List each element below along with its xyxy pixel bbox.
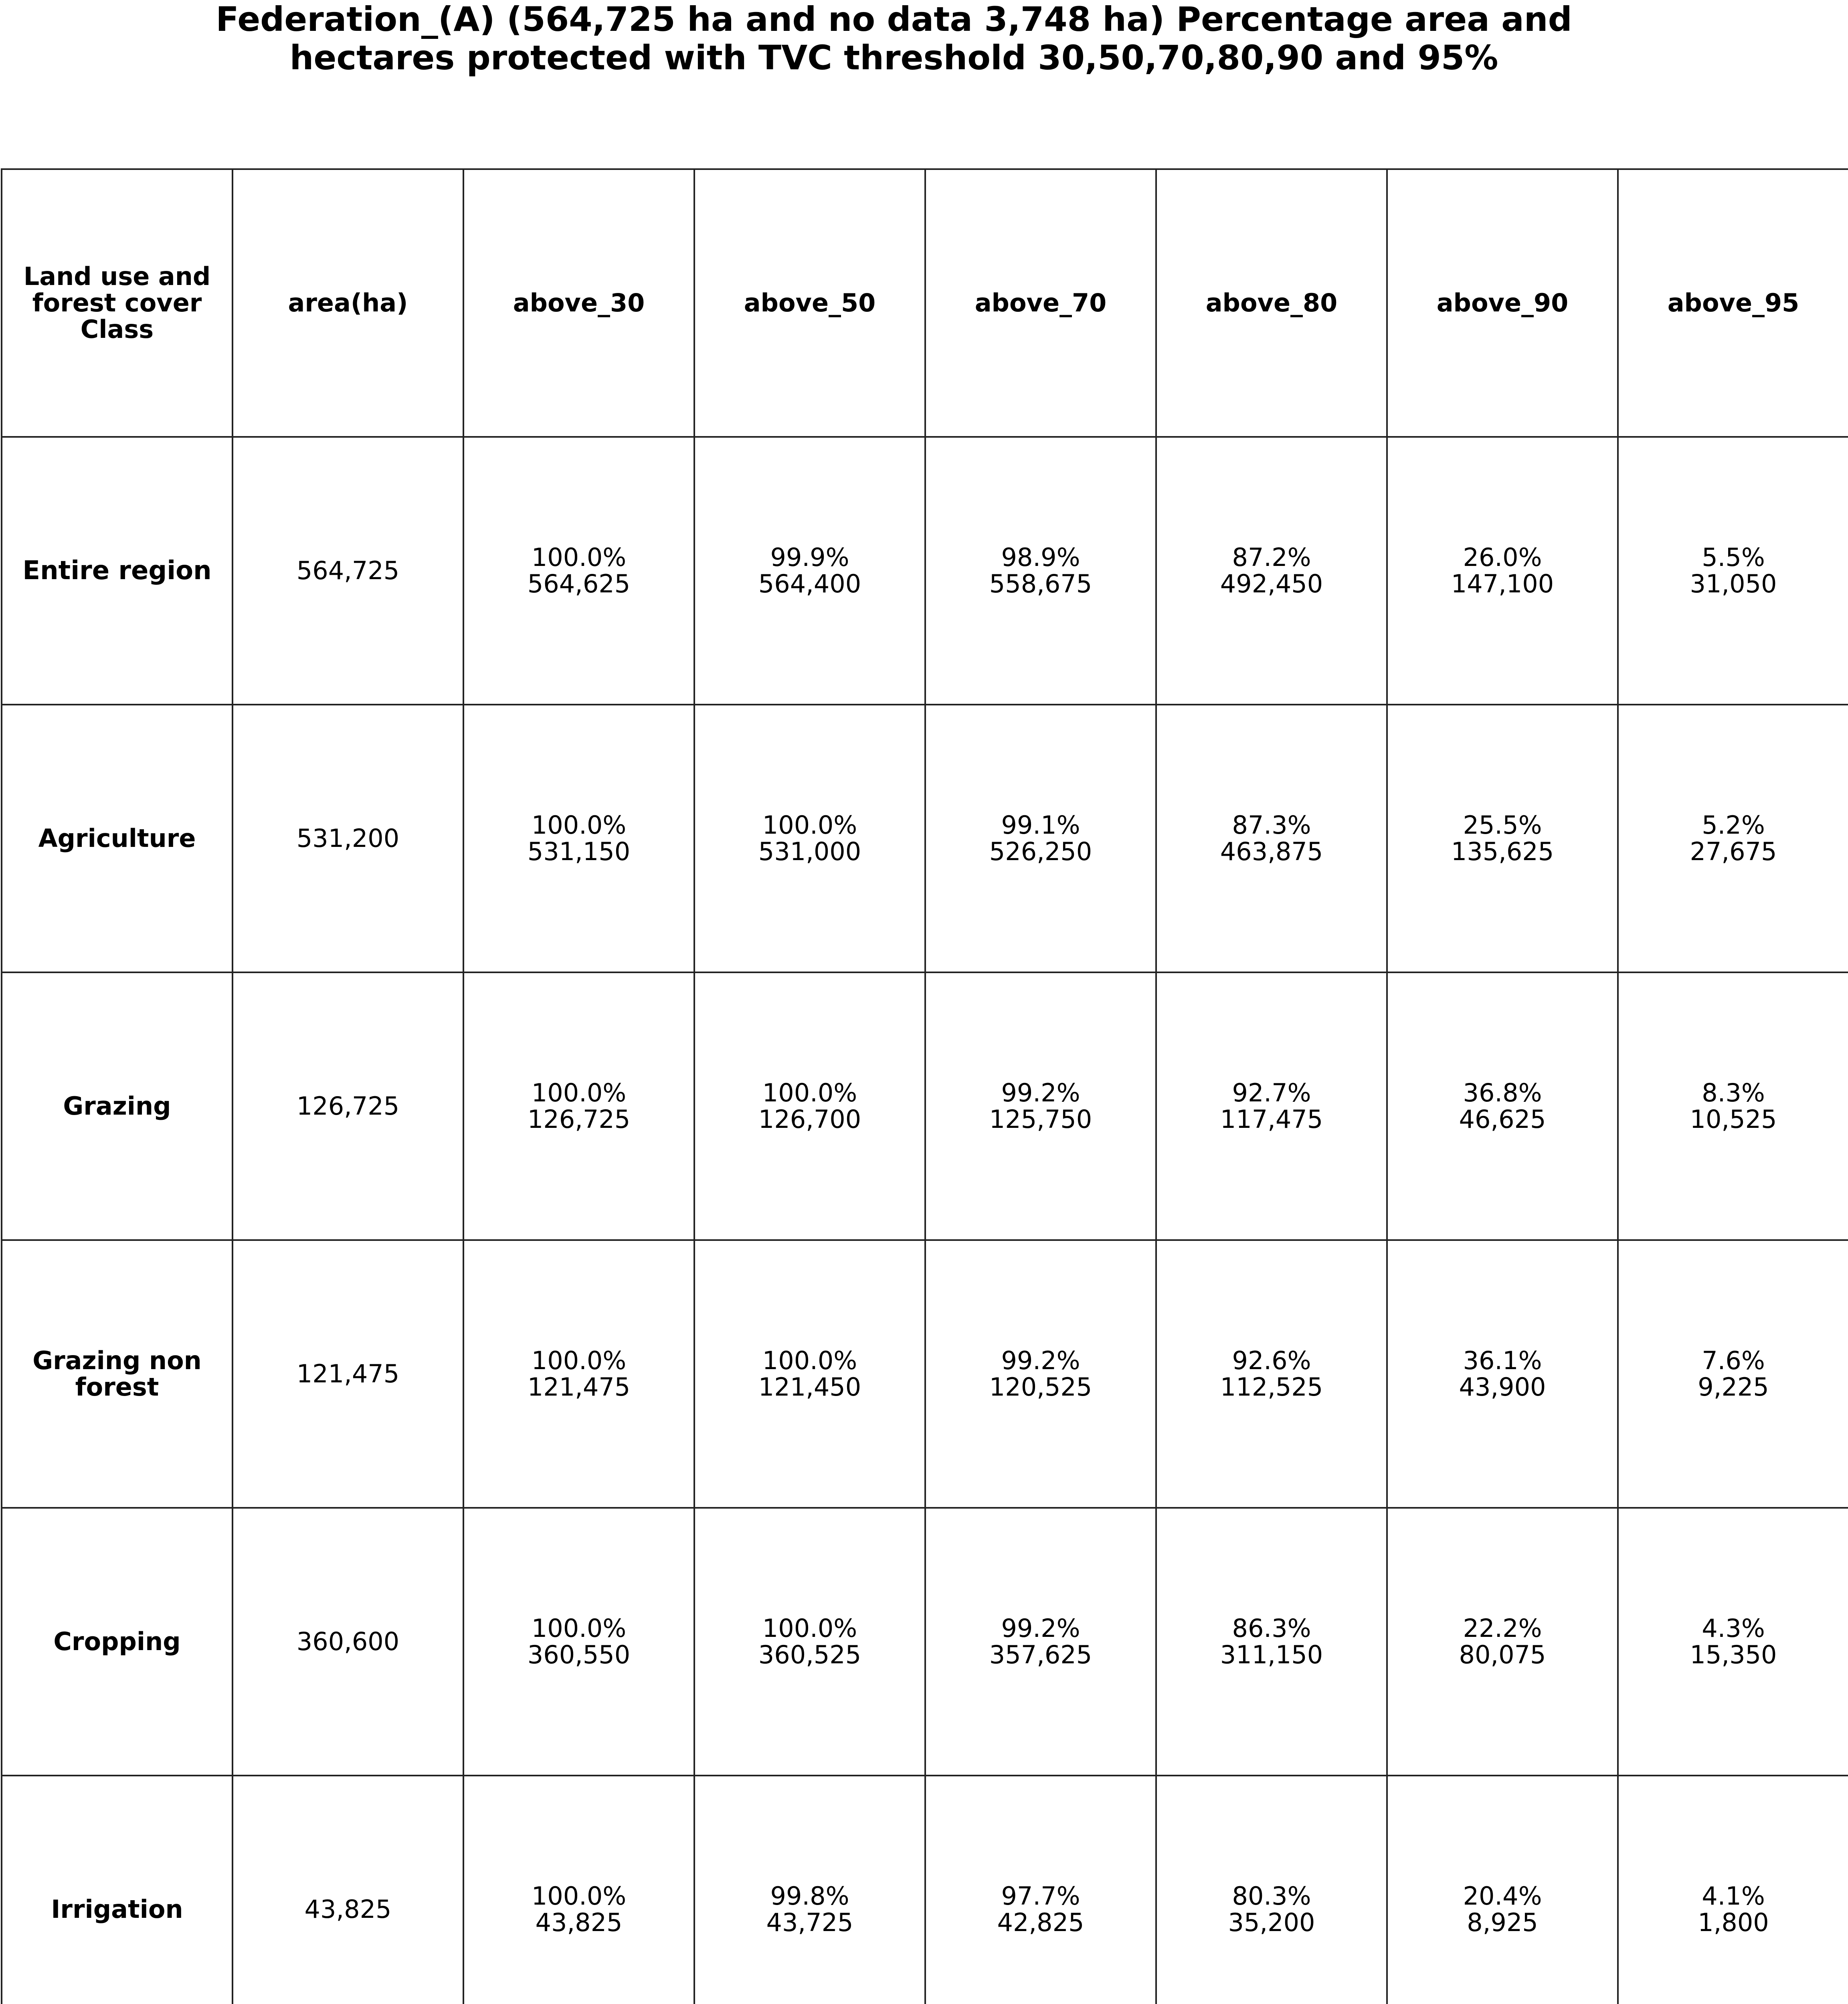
percent-value: 86.3% <box>1232 1614 1311 1643</box>
hectare-value: 531,000 <box>758 837 861 866</box>
hectare-value: 1,800 <box>1698 1908 1769 1937</box>
percent-value: 100.0% <box>762 1614 857 1643</box>
hectare-value: 360,550 <box>527 1640 631 1669</box>
percent-value: 5.2% <box>1702 810 1765 840</box>
percent-value: 100.0% <box>531 1881 627 1911</box>
percent-value: 26.0% <box>1463 543 1542 572</box>
percent-value: 7.6% <box>1702 1346 1765 1375</box>
hectare-value: 43,825 <box>535 1908 623 1937</box>
cell-above-70 <box>925 972 1156 1240</box>
area-cell: 43,825 <box>233 1776 463 2004</box>
cell-above-90 <box>1387 972 1618 1240</box>
cell-above-80 <box>1156 437 1387 705</box>
area-cell: 126,725 <box>233 972 463 1240</box>
percent-value: 99.9% <box>770 543 849 572</box>
cell-above-90 <box>1387 1508 1618 1776</box>
hectare-value: 558,675 <box>989 569 1092 598</box>
cell-above-30 <box>463 972 694 1240</box>
hectare-value: 9,225 <box>1698 1372 1769 1402</box>
hectare-value: 31,050 <box>1690 569 1777 598</box>
percent-value: 97.7% <box>1001 1881 1080 1911</box>
cell-above-95 <box>1618 1776 1848 2004</box>
hectare-value: 8,925 <box>1467 1908 1538 1937</box>
hectare-value: 121,450 <box>758 1372 861 1402</box>
cell-above-80 <box>1156 1508 1387 1776</box>
percent-value: 100.0% <box>531 1614 627 1643</box>
percent-value: 99.2% <box>1001 1346 1080 1375</box>
hectare-value: 492,450 <box>1220 569 1323 598</box>
hectare-value: 43,725 <box>766 1908 853 1937</box>
percent-value: 5.5% <box>1702 543 1765 572</box>
table-row <box>2 972 1848 1240</box>
percent-value: 99.2% <box>1001 1078 1080 1107</box>
hectare-value: 147,100 <box>1451 569 1554 598</box>
header-above-70: above_70 <box>925 169 1156 437</box>
cell-above-95 <box>1618 705 1848 972</box>
header-row <box>2 169 1848 437</box>
hectare-value: 42,825 <box>997 1908 1084 1937</box>
percent-value: 36.1% <box>1463 1346 1542 1375</box>
title-line-2: hectares protected with TVC threshold 30,50,70,80,90 and 95% <box>289 38 1498 77</box>
header-above-95: above_95 <box>1618 169 1848 437</box>
percent-value: 4.3% <box>1702 1614 1765 1643</box>
percent-value: 36.8% <box>1463 1078 1542 1107</box>
percent-value: 100.0% <box>531 1078 627 1107</box>
percent-value: 92.7% <box>1232 1078 1311 1107</box>
percent-value: 20.4% <box>1463 1881 1542 1911</box>
percent-value: 100.0% <box>531 543 627 572</box>
hectare-value: 125,750 <box>989 1105 1092 1134</box>
cell-above-90 <box>1387 1776 1618 2004</box>
header-area: area(ha) <box>233 169 463 437</box>
table-row <box>2 705 1848 972</box>
hectare-value: 10,525 <box>1690 1105 1777 1134</box>
table-row <box>2 437 1848 705</box>
hectare-value: 43,900 <box>1459 1372 1546 1402</box>
cell-above-95 <box>1618 1508 1848 1776</box>
hectare-value: 564,400 <box>758 569 861 598</box>
percent-value: 22.2% <box>1463 1614 1542 1643</box>
cell-above-50 <box>694 705 925 972</box>
area-cell: 360,600 <box>233 1508 463 1776</box>
cell-above-50 <box>694 1508 925 1776</box>
cell-above-95 <box>1618 1240 1848 1508</box>
percent-value: 25.5% <box>1463 810 1542 840</box>
row-label: Grazing non forest <box>2 1240 233 1508</box>
cell-above-70 <box>925 1508 1156 1776</box>
row-label: Entire region <box>2 437 233 705</box>
percent-value: 99.2% <box>1001 1614 1080 1643</box>
row-label: Grazing <box>2 972 233 1240</box>
header-above-90: above_90 <box>1387 169 1618 437</box>
cell-above-30 <box>463 1508 694 1776</box>
hectare-value: 117,475 <box>1220 1105 1323 1134</box>
percent-value: 87.2% <box>1232 543 1311 572</box>
table-row <box>2 1508 1848 1776</box>
cell-above-90 <box>1387 705 1618 972</box>
row-label: Irrigation <box>2 1776 233 2004</box>
hectare-value: 126,725 <box>527 1105 631 1134</box>
title-line-1: Federation_(A) (564,725 ha and no data 3,748 ha) Percentage area and <box>216 0 1572 39</box>
percent-value: 4.1% <box>1702 1881 1765 1911</box>
percent-value: 99.1% <box>1001 810 1080 840</box>
hectare-value: 357,625 <box>989 1640 1092 1669</box>
table-row <box>2 1240 1848 1508</box>
hectare-value: 526,250 <box>989 837 1092 866</box>
percent-value: 92.6% <box>1232 1346 1311 1375</box>
hectare-value: 80,075 <box>1459 1640 1546 1669</box>
percent-value: 100.0% <box>531 1346 627 1375</box>
hectare-value: 531,150 <box>527 837 631 866</box>
percent-value: 87.3% <box>1232 810 1311 840</box>
cell-above-80 <box>1156 705 1387 972</box>
percent-value: 100.0% <box>762 1078 857 1107</box>
cell-above-90 <box>1387 1240 1618 1508</box>
cell-above-50 <box>694 972 925 1240</box>
hectare-value: 463,875 <box>1220 837 1323 866</box>
cell-above-80 <box>1156 972 1387 1240</box>
area-cell: 531,200 <box>233 705 463 972</box>
cell-above-50 <box>694 1776 925 2004</box>
percent-value: 100.0% <box>531 810 627 840</box>
cell-above-70 <box>925 1776 1156 2004</box>
header-class: Land use and forest cover Class <box>2 169 233 437</box>
percent-value: 98.9% <box>1001 543 1080 572</box>
area-cell: 564,725 <box>233 437 463 705</box>
hectare-value: 15,350 <box>1690 1640 1777 1669</box>
percent-value: 100.0% <box>762 1346 857 1375</box>
cell-above-95 <box>1618 437 1848 705</box>
cell-above-95 <box>1618 972 1848 1240</box>
cell-above-90 <box>1387 437 1618 705</box>
cell-above-50 <box>694 1240 925 1508</box>
hectare-value: 120,525 <box>989 1372 1092 1402</box>
hectare-value: 126,700 <box>758 1105 861 1134</box>
header-above-80: above_80 <box>1156 169 1387 437</box>
cell-above-80 <box>1156 1240 1387 1508</box>
cell-above-30 <box>463 705 694 972</box>
row-label: Agriculture <box>2 705 233 972</box>
table-row <box>2 1776 1848 2004</box>
cell-above-70 <box>925 705 1156 972</box>
row-label: Cropping <box>2 1508 233 1776</box>
cell-above-30 <box>463 1240 694 1508</box>
percent-value: 100.0% <box>762 810 857 840</box>
cell-above-30 <box>463 1776 694 2004</box>
area-cell: 121,475 <box>233 1240 463 1508</box>
hectare-value: 35,200 <box>1228 1908 1315 1937</box>
hectare-value: 27,675 <box>1690 837 1777 866</box>
cell-above-70 <box>925 1240 1156 1508</box>
cell-above-30 <box>463 437 694 705</box>
percent-value: 8.3% <box>1702 1078 1765 1107</box>
cell-above-70 <box>925 437 1156 705</box>
hectare-value: 112,525 <box>1220 1372 1323 1402</box>
page-title <box>0 0 1788 77</box>
hectare-value: 311,150 <box>1220 1640 1323 1669</box>
header-above-50: above_50 <box>694 169 925 437</box>
cell-above-50 <box>694 437 925 705</box>
percent-value: 80.3% <box>1232 1881 1311 1911</box>
hectare-value: 360,525 <box>758 1640 861 1669</box>
hectare-value: 121,475 <box>527 1372 631 1402</box>
header-above-30: above_30 <box>463 169 694 437</box>
hectare-value: 46,625 <box>1459 1105 1546 1134</box>
protection-table <box>1 168 1848 2004</box>
hectare-value: 564,625 <box>527 569 631 598</box>
hectare-value: 135,625 <box>1451 837 1554 866</box>
cell-above-80 <box>1156 1776 1387 2004</box>
percent-value: 99.8% <box>770 1881 849 1911</box>
